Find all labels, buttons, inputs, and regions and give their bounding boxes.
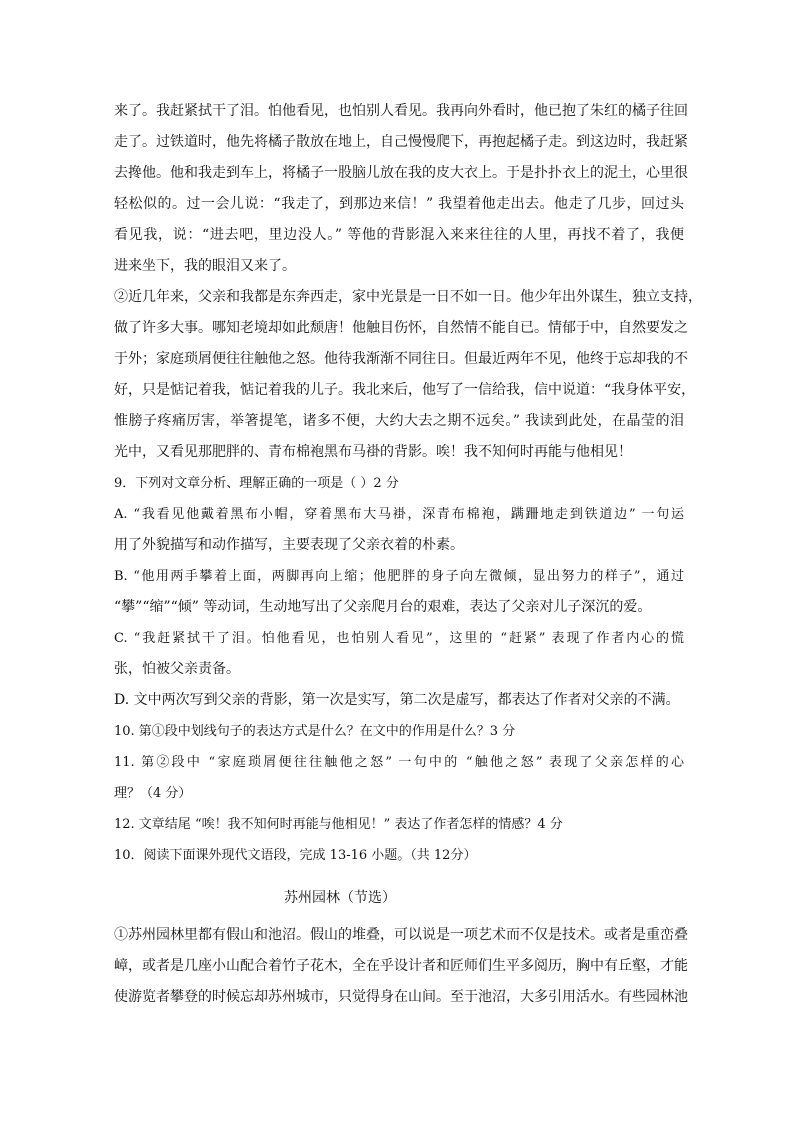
text-line: 嶂，或者是几座小山配合着竹子花木，全在乎设计者和匠师们生平多阅历，胸中有丘壑，才能 xyxy=(114,958,688,974)
text-line: 走了。过铁道时，他先将橘子散放在地上，自己慢慢爬下，再抱起橘子走。到这边时，我赶紧 xyxy=(114,134,688,150)
article-body xyxy=(114,920,688,1013)
passage-1 xyxy=(114,96,688,282)
question-11-line: 理？（4 分） xyxy=(114,786,192,801)
text-line: 于外；家庭琐屑便往往触他之怒。他待我渐渐不同往日。但最近两年不见，他终于忘却我的不 xyxy=(114,351,688,367)
question-stem: 9．下列对文章分析、理解正确的一项是（ ）2 分 xyxy=(114,476,399,491)
text-line: ②近几年来，父亲和我都是东奔西走，家中光景是一日不如一日。他少年出外谋生，独立支持， xyxy=(114,289,702,305)
text-line: 惟膀子疼痛厉害，举箸提笔，诸多不便，大约大去之期不远矣。” 我读到此处，在晶莹的泪 xyxy=(114,413,684,429)
passage-2 xyxy=(114,282,702,468)
question-9 xyxy=(114,468,684,716)
question-11 xyxy=(114,747,684,809)
text-line: 好，只是惦记着我，惦记着我的儿子。我北来后，他写了一信给我，信中说道：“我身体平安， xyxy=(114,382,696,398)
question-12: 12. 文章结尾 “唉！我不知何时再能与他相见！” 表达了作者怎样的情感？4 分 xyxy=(114,817,563,832)
option-a-cont: 用了外貌描写和动作描写，主要表现了父亲衣着的朴素。 xyxy=(114,537,464,553)
option-b: B. “他用两手攀着上面，两脚再向上缩；他肥胖的身子向左微倾，显出努力的样子”，通过 xyxy=(114,569,684,584)
document-page xyxy=(114,96,702,1013)
question-11-line: 11. 第②段中 “家庭琐屑便往往触他之怒” 一句中的 “触他之怒” 表现了父亲怎样的心 xyxy=(114,755,684,770)
text-line: 去搀他。他和我走到车上，将橘子一股脑儿放在我的皮大衣上。于是扑扑衣上的泥土，心里很 xyxy=(114,165,688,181)
option-a: A. “我看见他戴着黑布小帽，穿着黑布大马褂，深青布棉袍，蹒跚地走到铁道边” 一句运 xyxy=(114,507,684,522)
text-line: 做了许多大事。哪知老境却如此颓唐！他触目伤怀，自然情不能自已。情郁于中，自然要发之 xyxy=(114,320,688,336)
section-10-heading: 10．阅读下面课外现代文语段，完成 13-16 小题。（共 12分） xyxy=(114,848,477,863)
text-line: ①苏州园林里都有假山和池沼。假山的堆叠，可以说是一项艺术而不仅是技术。或者是重峦叠 xyxy=(114,927,688,943)
option-c: C. “我赶紧拭干了泪。怕他看见，也怕别人看见”，这里的 “赶紧” 表现了作者内心的慌 xyxy=(114,631,684,646)
text-line: 轻松似的。过一会儿说：“我走了，到那边来信！” 我望着他走出去。他走了几步，回过头 xyxy=(114,196,684,212)
article-title: 苏州园林（节选） xyxy=(284,890,396,906)
text-line: 来了。我赶紧拭干了泪。怕他看见，也怕别人看见。我再向外看时，他已抱了朱红的橘子往回 xyxy=(114,103,688,119)
text-line: 看见我，说：“进去吧，里边没人。” 等他的背影混入来来往往的人里，再找不着了，我便 xyxy=(114,227,684,243)
option-c-cont: 张，怕被父亲责备。 xyxy=(114,661,240,677)
text-line: 进来坐下，我的眼泪又来了。 xyxy=(114,258,296,274)
text-line: 使游览者攀登的时候忘却苏州城市，只觉得身在山间。至于池沼，大多引用活水。有些园林池 xyxy=(114,989,688,1005)
text-line: 光中，又看见那肥胖的、青布棉袍黑布马褂的背影。唉！我不知何时再能与他相见！ xyxy=(114,444,632,460)
option-d: D. 文中两次写到父亲的背影，第一次是实写，第二次是虚写，都表达了作者对父亲的不满。 xyxy=(114,692,680,708)
option-b-cont: “攀”“缩”“倾” 等动词，生动地写出了父亲爬月台的艰难，表达了父亲对儿子深沉的爱。 xyxy=(114,599,652,615)
question-10: 10. 第①段中划线句子的表达方式是什么？在文中的作用是什么？3 分 xyxy=(114,724,516,739)
